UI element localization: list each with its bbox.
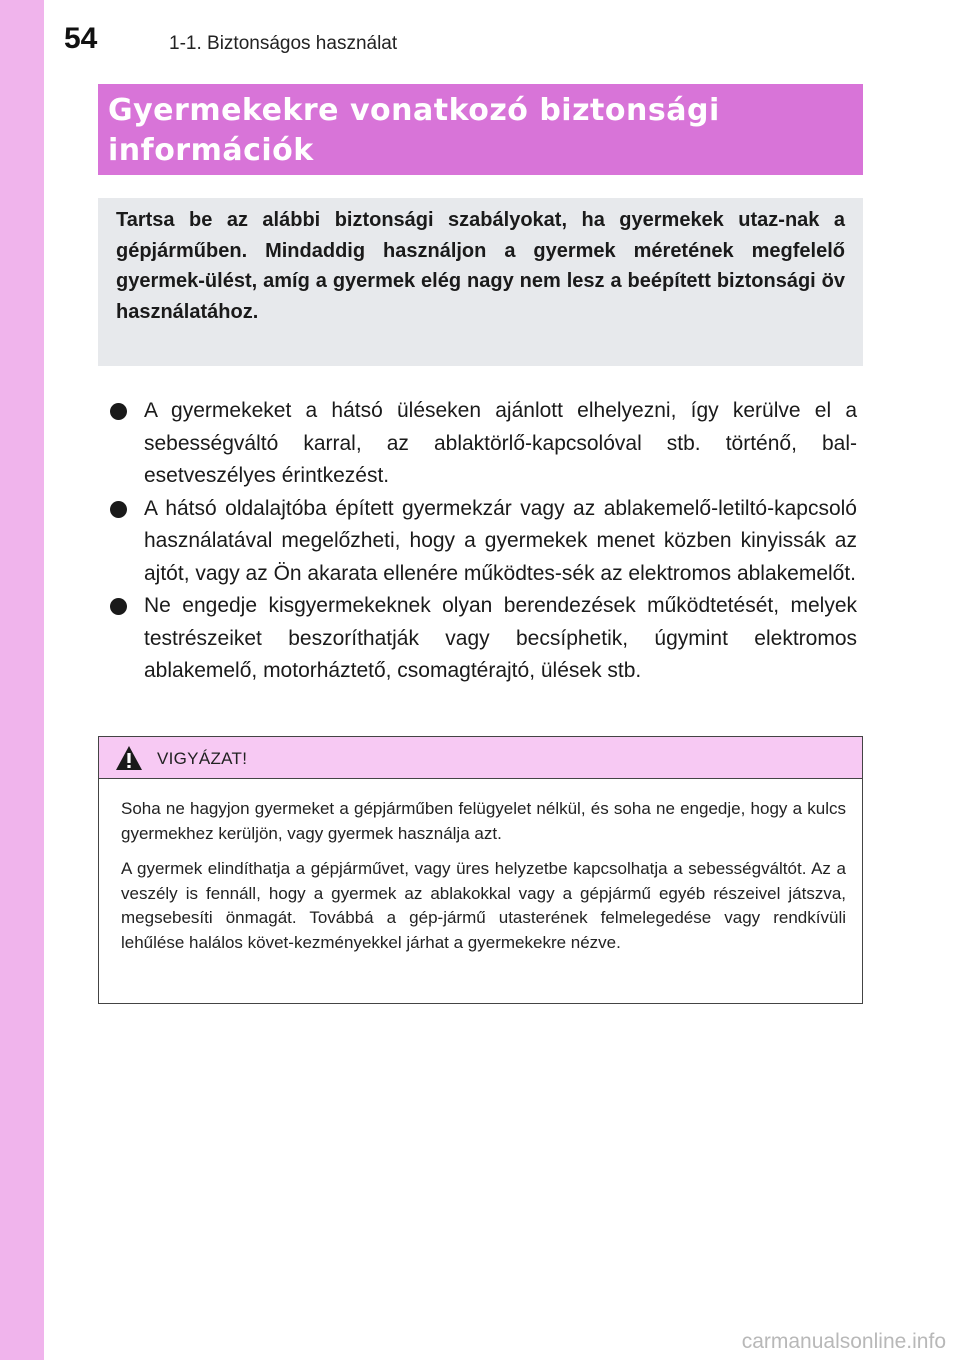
warning-paragraph: A gyermek elindíthatja a gépjárművet, vagy üres helyzetbe kapcsolhatja a sebességváltót. Az a veszély is fennáll, hogy a gyermek az ablakokkal vagy a gépjármű egyéb részeivel játszva, megsebesíti önmagát. Továbbá a gép-jármű utasterének felmelegedése vagy rendkívüli lehűlése halálos követ-kezményekkel járhat a gyermekekre nézve. <box>121 859 846 952</box>
list-item <box>100 590 857 688</box>
bullet-dot-icon <box>110 403 127 420</box>
list-item <box>100 493 857 591</box>
bullet-text: A gyermekeket a hátsó üléseken ajánlott elhelyezni, így kerülve el a sebességváltó karral, az ablaktörlő-kapcsolóval stb. történő, bal-esetveszélyes érintkezést. <box>144 399 857 487</box>
warning-box <box>98 736 863 1004</box>
bullet-text: A hátsó oldalajtóba épített gyermekzár vagy az ablakemelő-letiltó-kapcsoló használatával megelőzheti, hogy a gyermekek menet közben kinyissák az ajtót, vagy az Ön akarata ellenére működtes-sék az elektromos ablakemelőt. <box>144 496 857 585</box>
bullet-dot-icon <box>110 501 127 518</box>
page-title-banner <box>98 84 863 175</box>
warning-body <box>99 779 862 955</box>
warning-label: VIGYÁZAT! <box>157 749 248 768</box>
bullet-dot-icon <box>110 598 127 615</box>
page-title-line-1: Gyermekekre vonatkozó biztonsági <box>108 93 720 128</box>
page-title-line-2: információk <box>108 133 314 168</box>
intro-box <box>98 198 863 366</box>
warning-paragraph: Soha ne hagyjon gyermeket a gépjárműben felügyelet nélkül, és soha ne engedje, hogy a kulcs gyermekhez kerüljön, vagy gyermek használja azt. <box>121 799 846 843</box>
side-color-strip <box>0 0 44 1360</box>
section-title: 1-1. Biztonságos használat <box>169 33 398 54</box>
watermark: carmanualsonline.info <box>741 1330 946 1353</box>
intro-text: Tartsa be az alábbi biztonsági szabályokat, ha gyermekek utaz-nak a gépjárműben. Mindaddig használjon a gyermek méretének megfelelő gyermek-ülést, amíg a gyermek elég nagy nem lesz a beépített biztonsági öv használatához. <box>116 209 845 323</box>
list-item <box>100 395 857 493</box>
warning-triangle-icon <box>115 745 143 771</box>
bullet-list <box>100 395 857 688</box>
bullet-text: Ne engedje kisgyermekeknek olyan berendezések működtetését, melyek testrészeiket beszoríthatják vagy becsíphetik, úgymint elektromos ablakemelő, motorháztető, csomagtérajtó, ülések stb. <box>144 594 857 682</box>
page-number: 54 <box>64 22 98 55</box>
warning-header <box>99 737 862 779</box>
